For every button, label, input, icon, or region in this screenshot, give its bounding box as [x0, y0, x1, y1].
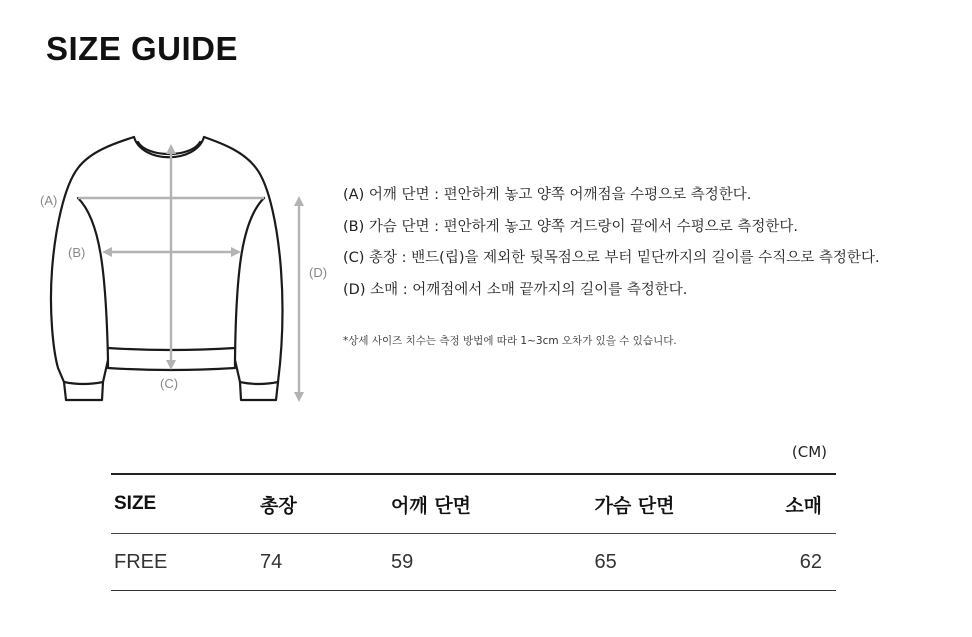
cell-size: FREE: [111, 534, 225, 591]
header-length: 총장: [225, 474, 351, 534]
label-d: (D): [309, 265, 328, 280]
cell-length: 74: [225, 534, 351, 591]
page-title: SIZE GUIDE: [46, 30, 239, 67]
sweatshirt-diagram: [30, 120, 340, 420]
header-size: SIZE: [111, 474, 225, 534]
note-d: (D) 소매 : 어깨점에서 소매 끝까지의 길이를 측정한다.: [343, 281, 688, 298]
cell-chest: 65: [524, 534, 741, 591]
measurement-notes: [343, 180, 880, 306]
disclaimer: *상세 사이즈 치수는 측정 방법에 따라 1~3cm 오차가 있을 수 있습니다.: [343, 335, 677, 347]
header-shoulder: 어깨 단면: [351, 474, 524, 534]
label-c: (C): [160, 376, 179, 391]
note-c: (C) 총장 : 밴드(립)을 제외한 뒷목점으로 부터 밑단까지의 길이를 수직으로 측정한다.: [343, 250, 880, 266]
cell-sleeve: 62: [741, 534, 836, 591]
label-b: (B): [68, 245, 86, 260]
note-b: (B) 가슴 단면 : 편안하게 놓고 양쪽 겨드랑이 끝에서 수평으로 측정한다.: [343, 218, 799, 235]
note-a: (A) 어깨 단면 : 편안하게 놓고 양쪽 어깨점을 수평으로 측정한다.: [343, 187, 752, 203]
table-row: [111, 534, 836, 591]
table-header-row: [111, 474, 836, 534]
cell-shoulder: 59: [351, 534, 524, 591]
header-chest: 가슴 단면: [524, 474, 741, 534]
size-table: [111, 473, 836, 591]
unit-label: (CM): [791, 443, 827, 461]
header-sleeve: 소매: [741, 474, 836, 534]
label-a: (A): [40, 193, 58, 208]
